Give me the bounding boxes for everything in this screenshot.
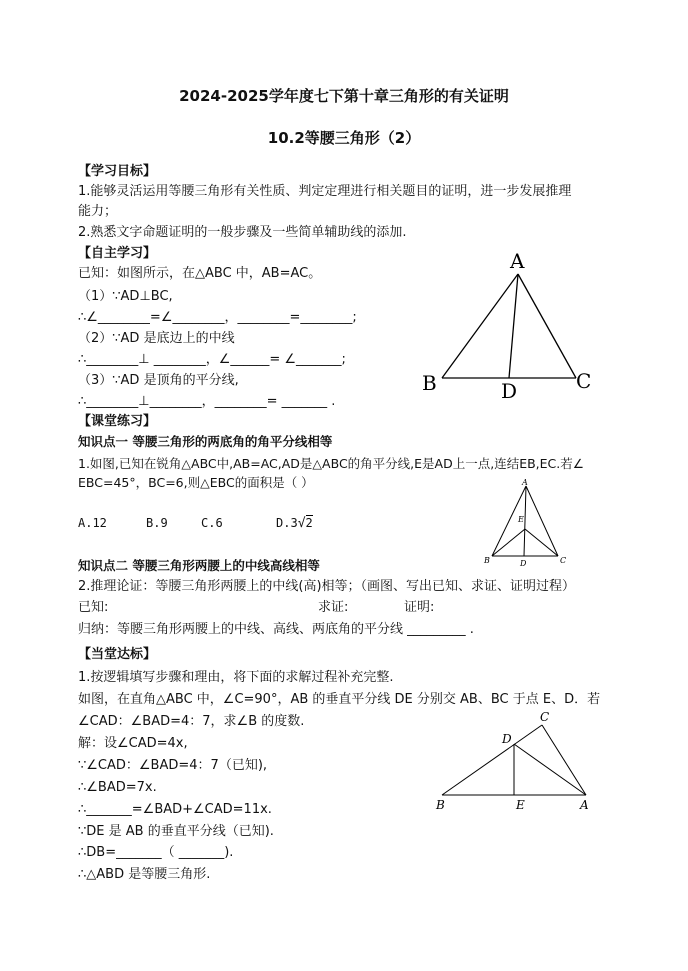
fig3-label-c: C xyxy=(540,710,550,724)
fig3-label-e: E xyxy=(516,798,525,812)
option-a: A.12 xyxy=(78,516,107,530)
self-study-q1-fill: ∴∠________=∠________，________=________; xyxy=(78,310,357,325)
option-d xyxy=(276,515,313,532)
solution-step-1: 解：设∠CAD=4x, xyxy=(78,736,188,751)
knowledge-point-2: 知识点二 等腰三角形两腰上的中线高线相等 xyxy=(78,558,320,573)
fig1-label-c: C xyxy=(576,369,592,393)
goals-heading: 【学习目标】 xyxy=(78,164,157,179)
knowledge-point-1: 知识点一 等腰三角形的两底角的角平分线相等 xyxy=(78,434,333,449)
goal-1-cont: 能力； xyxy=(78,204,118,219)
problem-2-proof: 证明: xyxy=(404,600,435,615)
self-study-q3-fill: ∴________⊥________，________= _______ . xyxy=(78,394,336,409)
class-practice-heading: 【课堂练习】 xyxy=(78,414,157,429)
solution-step-7: ∴△ABD 是等腰三角形. xyxy=(78,867,211,882)
fig2-label-e: E xyxy=(518,515,524,524)
sqrt-symbol: √ xyxy=(297,516,306,531)
standard-line-3: ∠CAD：∠BAD=4：7，求∠B 的度数. xyxy=(78,714,305,729)
goal-1: 1.能够灵活运用等腰三角形有关性质、判定定理进行相关题目的证明，进一步发展推理 xyxy=(78,184,572,199)
fig2-label-a: A xyxy=(522,478,528,487)
fig2-label-b: B xyxy=(484,556,490,565)
standard-line-1: 1.按逻辑填写步骤和理由，将下面的求解过程补充完整. xyxy=(78,670,394,685)
fig3-label-b: B xyxy=(436,798,445,812)
self-study-given: 已知：如图所示，在△ABC 中，AB=AC。 xyxy=(78,266,322,281)
option-b: B.9 xyxy=(146,516,168,530)
self-study-q2: （2）∵AD 是底边上的中线 xyxy=(78,331,235,346)
standard-line-2: 如图，在直角△ABC 中，∠C=90°，AB 的垂直平分线 DE 分别交 AB、BC 于点 E、D．若 xyxy=(78,692,601,707)
problem-1-line-2: EBC=45°，BC=6,则△EBC的面积是（ ） xyxy=(78,475,314,490)
self-study-q1: （1）∵AD⊥BC, xyxy=(78,289,173,304)
goal-2: 2.熟悉文字命题证明的一般步骤及一些简单辅助线的添加. xyxy=(78,225,407,240)
self-study-q3: （3）∵AD 是顶角的平分线, xyxy=(78,373,239,388)
problem-2-line-1: 2.推理论证：等腰三角形两腰上的中线(高)相等；（画图、写出已知、求证、证明过程） xyxy=(78,579,576,594)
option-d-label: D.3 xyxy=(276,516,298,530)
solution-step-3: ∴∠BAD=7x. xyxy=(78,780,157,795)
figure-isosceles-triangle xyxy=(420,249,600,403)
fig3-label-a: A xyxy=(580,798,589,812)
problem-2-prove: 求证: xyxy=(318,600,349,615)
fig1-label-d: D xyxy=(501,379,518,403)
fig1-label-b: B xyxy=(422,371,437,395)
fig2-label-c: C xyxy=(560,556,567,565)
problem-2-summary: 归纳：等腰三角形两腰上的中线、高线、两底角的平分线 _________ . xyxy=(78,622,474,637)
solution-step-4: ∴_______=∠BAD+∠CAD=11x. xyxy=(78,802,272,817)
fig3-label-d: D xyxy=(502,732,512,746)
standard-heading: 【当堂达标】 xyxy=(78,647,157,662)
figure-right-triangle xyxy=(430,705,610,815)
solution-step-5: ∵DE 是 AB 的垂直平分线（已知). xyxy=(78,824,274,839)
solution-step-2: ∵∠CAD：∠BAD=4：7（已知), xyxy=(78,758,268,773)
fig1-label-a: A xyxy=(510,249,525,273)
self-study-q2-fill: ∴________⊥ ________，∠______= ∠_______; xyxy=(78,352,346,367)
problem-1-line-1: 1.如图,已知在锐角△ABC中,AB=AC,AD是△ABC的角平分线,E是AD上一点,连结EB,EC.若∠ xyxy=(78,456,584,471)
problem-2-given: 已知: xyxy=(78,600,109,615)
page-title: 2024-2025学年度七下第十章三角形的有关证明 xyxy=(179,87,509,105)
figure-triangle-ebc xyxy=(480,474,580,574)
sqrt-value: 2 xyxy=(305,516,313,530)
page-subtitle: 10.2等腰三角形（2） xyxy=(267,129,421,147)
self-study-heading: 【自主学习】 xyxy=(78,246,157,261)
option-c: C.6 xyxy=(201,516,223,530)
solution-step-6: ∴DB=_______（ _______). xyxy=(78,845,234,860)
fig2-label-d: D xyxy=(520,559,527,568)
